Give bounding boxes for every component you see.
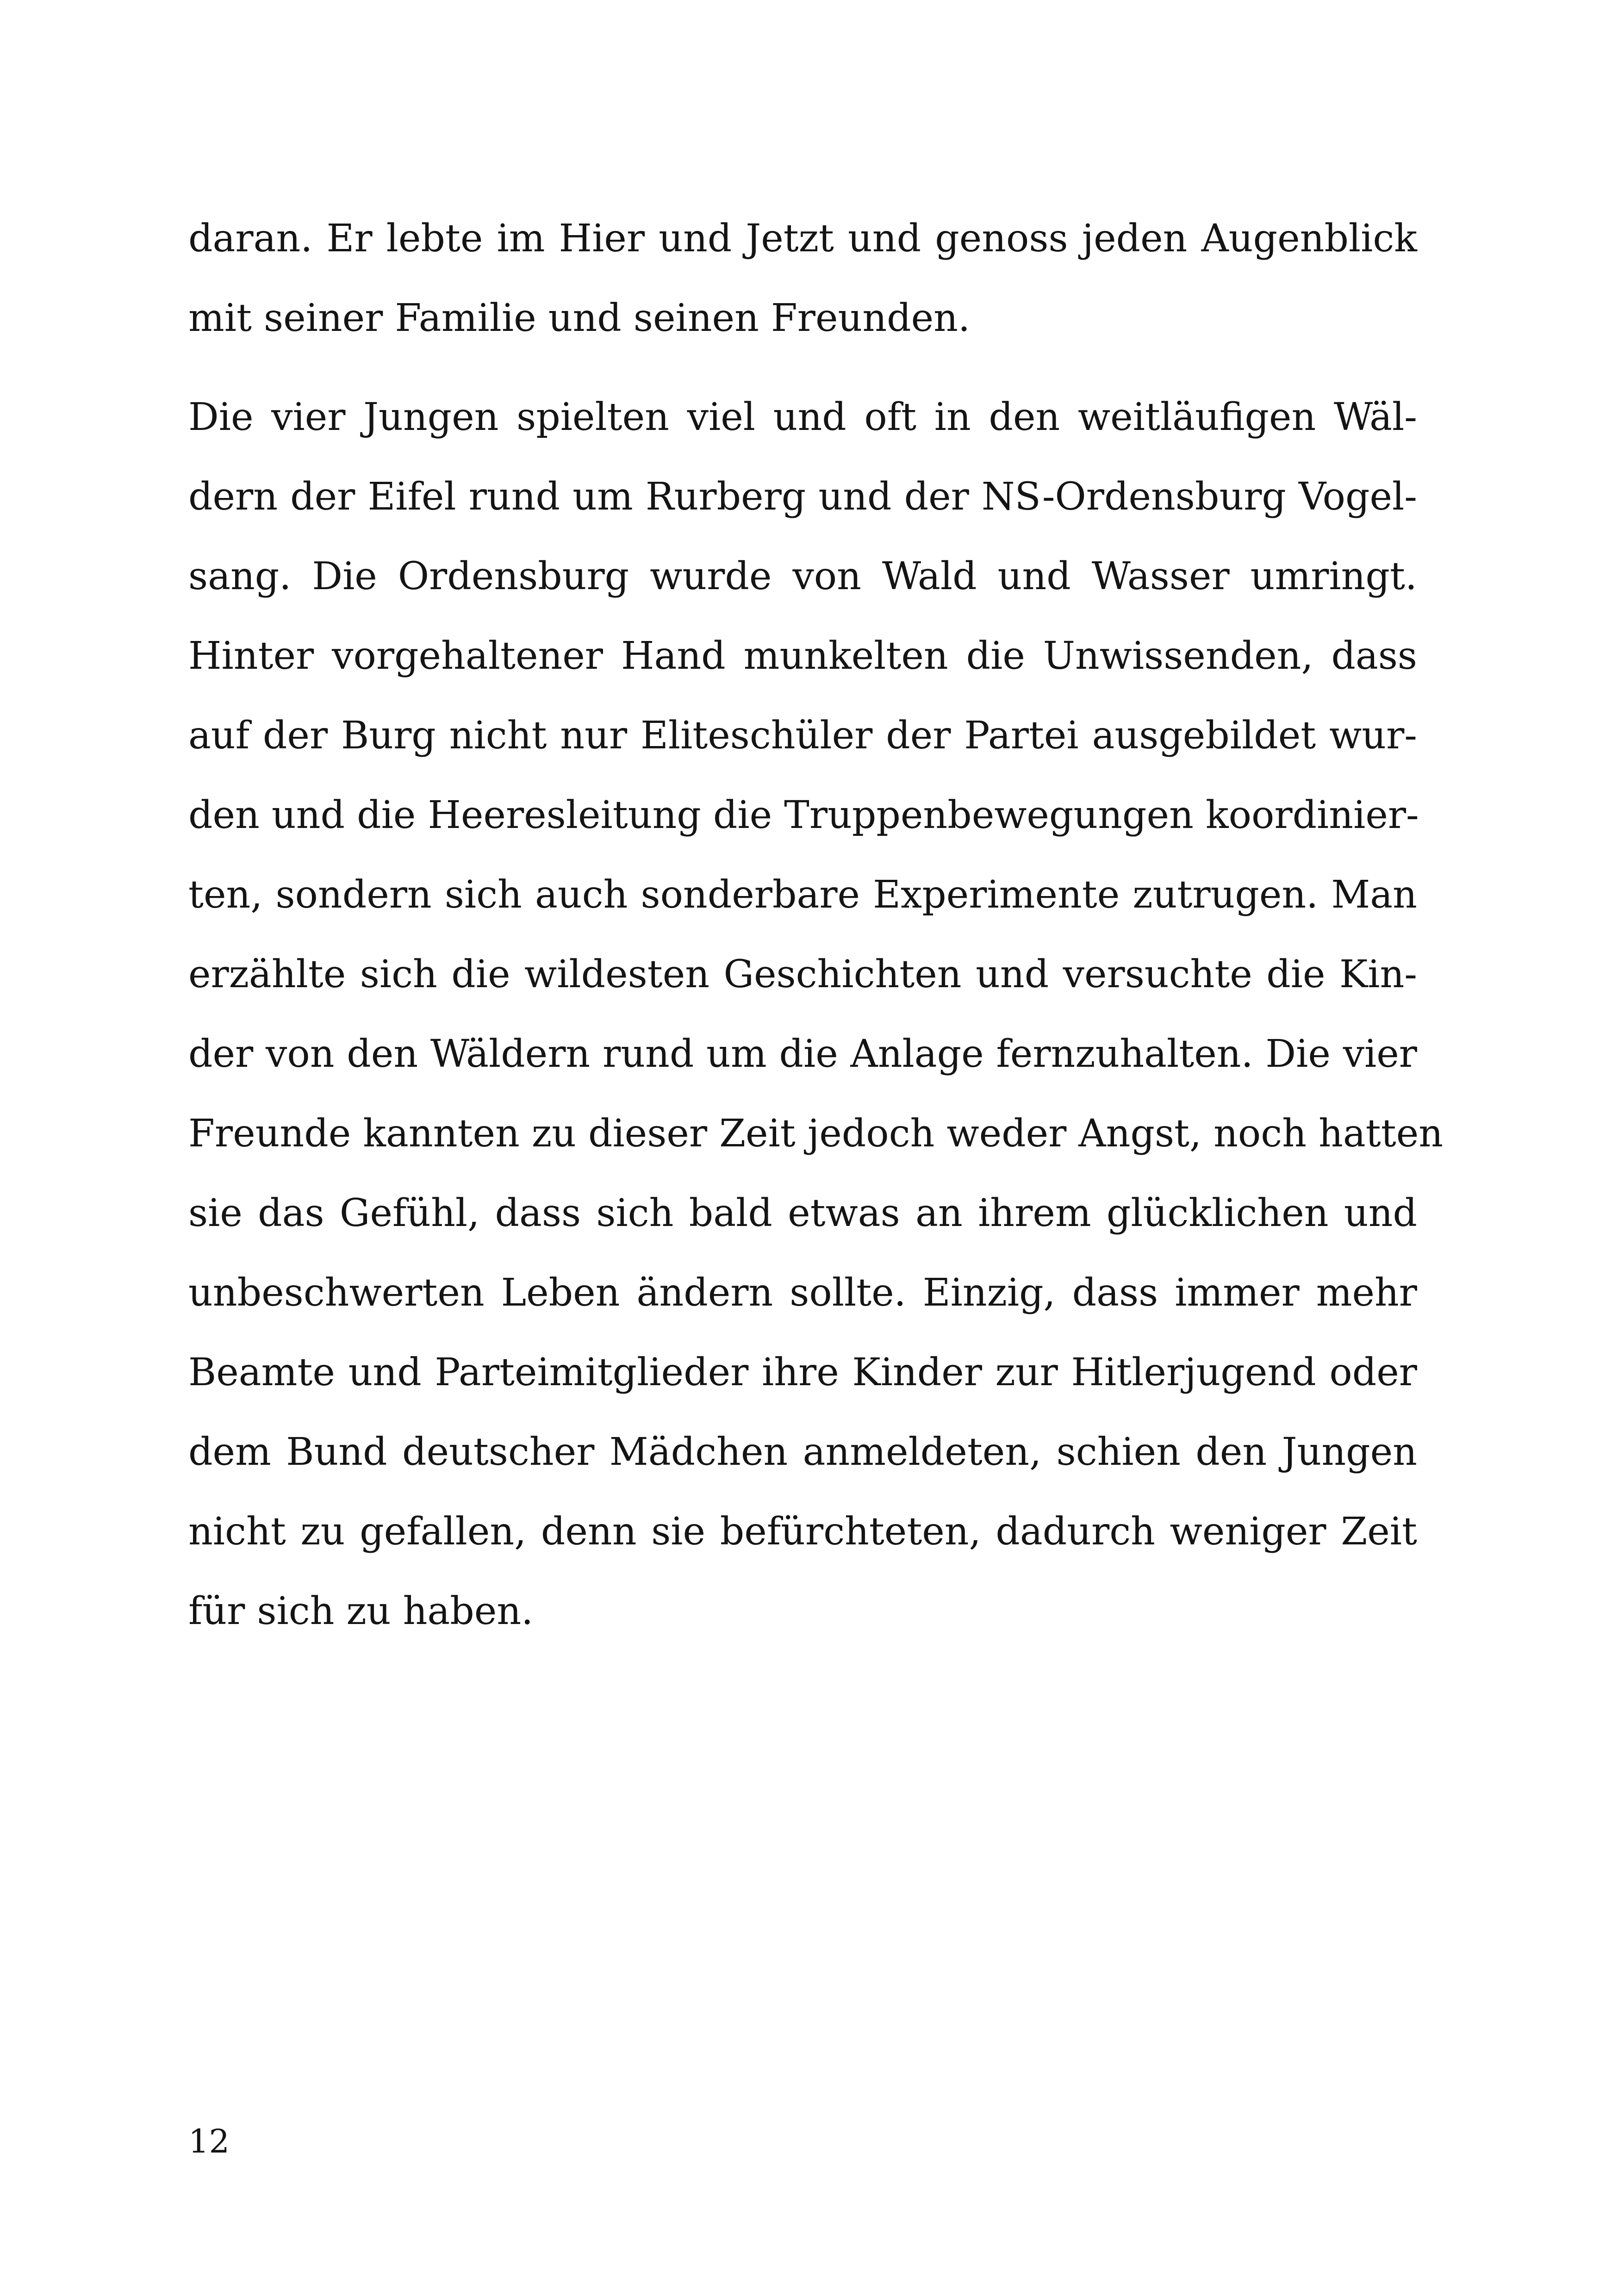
text-line: mit seiner Familie und seinen Freunden.	[188, 296, 971, 340]
text-line: auf der Burg nicht nur Eliteschüler der Partei ausgebildet wur-	[188, 714, 1417, 758]
text-line: daran. Er lebte im Hier und Jetzt und genoss jeden Augenblick	[188, 217, 1417, 261]
text-line: sang. Die Ordensburg wurde von Wald und Wasser umringt.	[188, 554, 1417, 598]
text-line: den und die Heeresleitung die Truppenbewegungen koordinier-	[188, 793, 1419, 837]
paragraph-2	[188, 378, 1444, 1651]
text-line: erzählte sich die wildesten Geschichten und versuchte die Kin-	[188, 952, 1417, 996]
text-line: der von den Wäldern rund um die Anlage fernzuhalten. Die vier	[188, 1032, 1417, 1076]
text-line: unbeschwerten Leben ändern sollte. Einzig, dass immer mehr	[188, 1271, 1417, 1315]
text-line: dem Bund deutscher Mädchen anmeldeten, schien den Jungen	[188, 1430, 1417, 1474]
text-line: Freunde kannten zu dieser Zeit jedoch weder Angst, noch hatten	[188, 1112, 1444, 1156]
text-line: ten, sondern sich auch sonderbare Experimente zutrugen. Man	[188, 873, 1417, 917]
body-text	[188, 199, 1444, 1651]
text-line: Die vier Jungen spielten viel und oft in den weitläufigen Wäl-	[188, 395, 1417, 439]
text-line: Hinter vorgehaltener Hand munkelten die Unwissenden, dass	[188, 634, 1417, 678]
text-line: sie das Gefühl, dass sich bald etwas an ihrem glücklichen und	[188, 1191, 1417, 1235]
text-line: nicht zu gefallen, denn sie befürchteten, dadurch weniger Zeit	[188, 1510, 1417, 1554]
page-number: 12	[188, 2122, 230, 2160]
text-line: Beamte und Parteimitglieder ihre Kinder zur Hitlerjugend oder	[188, 1350, 1417, 1394]
text-line: dern der Eifel rund um Rurberg und der NS-Ordensburg Vogel-	[188, 475, 1417, 519]
text-line: für sich zu haben.	[188, 1589, 534, 1633]
paragraph-1	[188, 199, 1417, 358]
